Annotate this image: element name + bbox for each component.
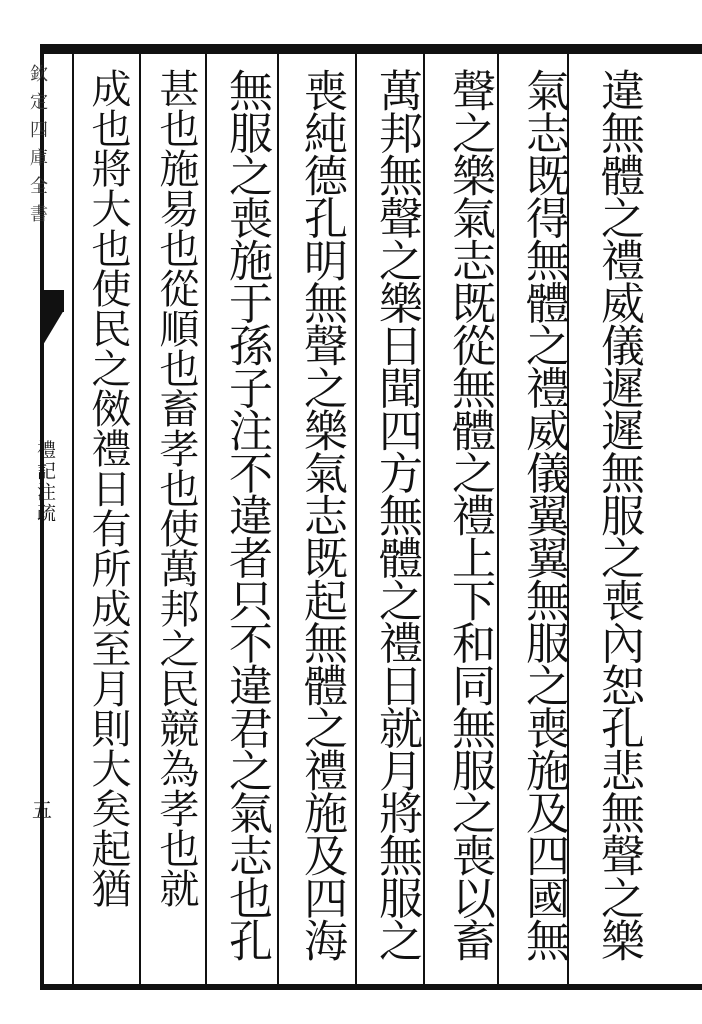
text-column-1: 違無體之禮威儀遲遲無服之喪內恕孔悲無聲之樂 [593,68,644,961]
fish-tail-block [40,290,64,312]
text-column-3: 聲之樂氣志既從無體之禮上下和同無服之喪以畜 [444,68,495,961]
column-rule [355,54,357,984]
column-rule [497,54,499,984]
column-rule [139,54,141,984]
edge-title: 欽定四庫全書 [27,64,48,232]
margin-book-title: 禮記注疏 [34,440,56,524]
text-column-7: 甚也施易也從順也畜孝也使萬邦之民競為孝也就 [153,68,199,908]
text-column-2: 氣志既得無體之禮威儀翼翼無服之喪施及四國無 [518,68,569,961]
top-border [40,44,702,54]
bottom-border [40,984,702,990]
text-column-4: 萬邦無聲之樂日聞四方無體之禮日就月將無服之 [371,68,422,961]
text-column-6: 無服之喪施于孫子注不違者只不違君之氣志也孔 [221,68,272,961]
fish-tail-mark [40,310,64,350]
text-column-5: 喪純德孔明無聲之樂氣志既起無體之禮施及四海 [296,68,347,961]
column-rule [277,54,279,984]
page-number: 五 [32,798,52,822]
text-column-8: 成也將大也使民之傚禮日有所成至月則大矣起猶 [85,68,131,908]
column-rule [205,54,207,984]
margin-divider [72,54,74,984]
